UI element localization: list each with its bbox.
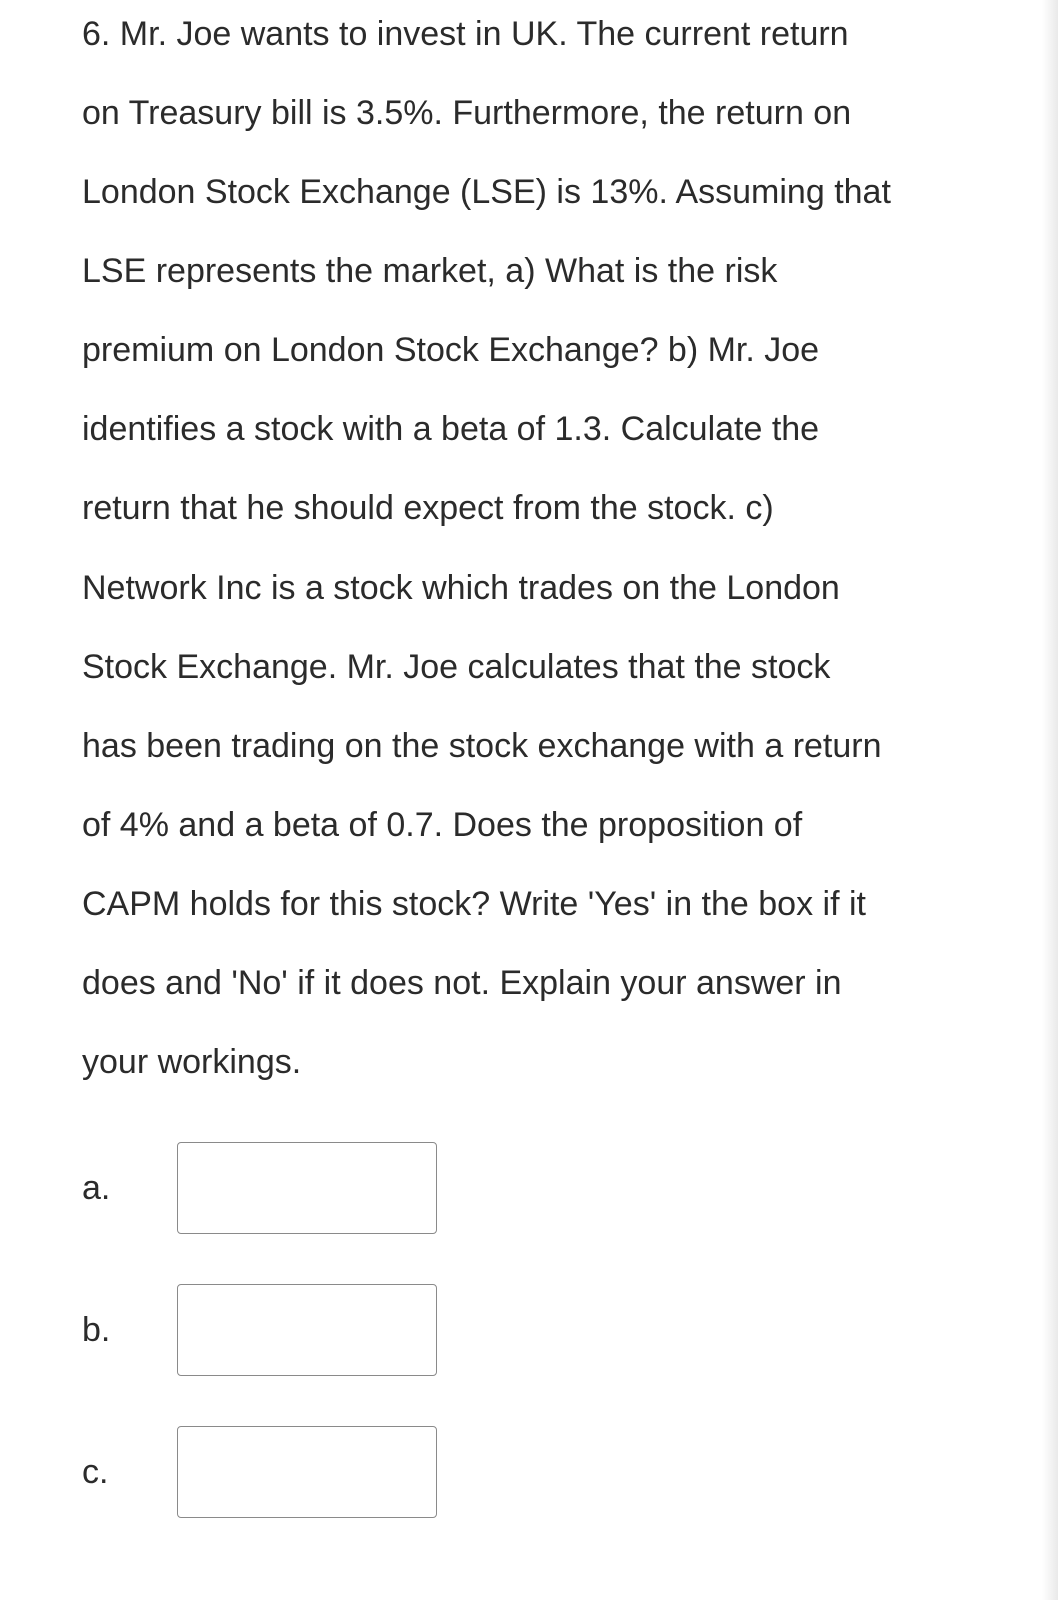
- question-line: CAPM holds for this stock? Write 'Yes' in the box if it: [82, 885, 866, 923]
- answer-label-b: b.: [82, 1311, 111, 1349]
- answer-row-a: [82, 1142, 462, 1236]
- answer-row-b: [82, 1284, 462, 1378]
- question-line: London Stock Exchange (LSE) is 13%. Assuming that: [82, 173, 891, 211]
- question-line: premium on London Stock Exchange? b) Mr. Joe: [82, 331, 820, 369]
- answer-label-a: a.: [82, 1169, 111, 1207]
- answer-input-a[interactable]: [177, 1142, 437, 1234]
- question-line: has been trading on the stock exchange with a return: [82, 727, 882, 765]
- question-line: of 4% and a beta of 0.7. Does the proposition of: [82, 806, 803, 844]
- question-line: does and 'No' if it does not. Explain your answer in: [82, 964, 842, 1002]
- answer-row-c: [82, 1426, 462, 1520]
- answer-input-b[interactable]: [177, 1284, 437, 1376]
- question-line: your workings.: [82, 1043, 302, 1081]
- question-line: on Treasury bill is 3.5%. Furthermore, the return on: [82, 94, 852, 132]
- answer-input-c[interactable]: [177, 1426, 437, 1518]
- question-line: 6. Mr. Joe wants to invest in UK. The current return: [82, 15, 849, 53]
- question-line: Stock Exchange. Mr. Joe calculates that the stock: [82, 648, 831, 686]
- question-line: LSE represents the market, a) What is the risk: [82, 252, 778, 290]
- question-line: Network Inc is a stock which trades on the London: [82, 569, 840, 607]
- question-line: return that he should expect from the stock. c): [82, 489, 774, 527]
- question-line: identifies a stock with a beta of 1.3. Calculate the: [82, 410, 820, 448]
- answer-label-c: c.: [82, 1453, 109, 1491]
- right-edge-shadow: [1042, 0, 1058, 1600]
